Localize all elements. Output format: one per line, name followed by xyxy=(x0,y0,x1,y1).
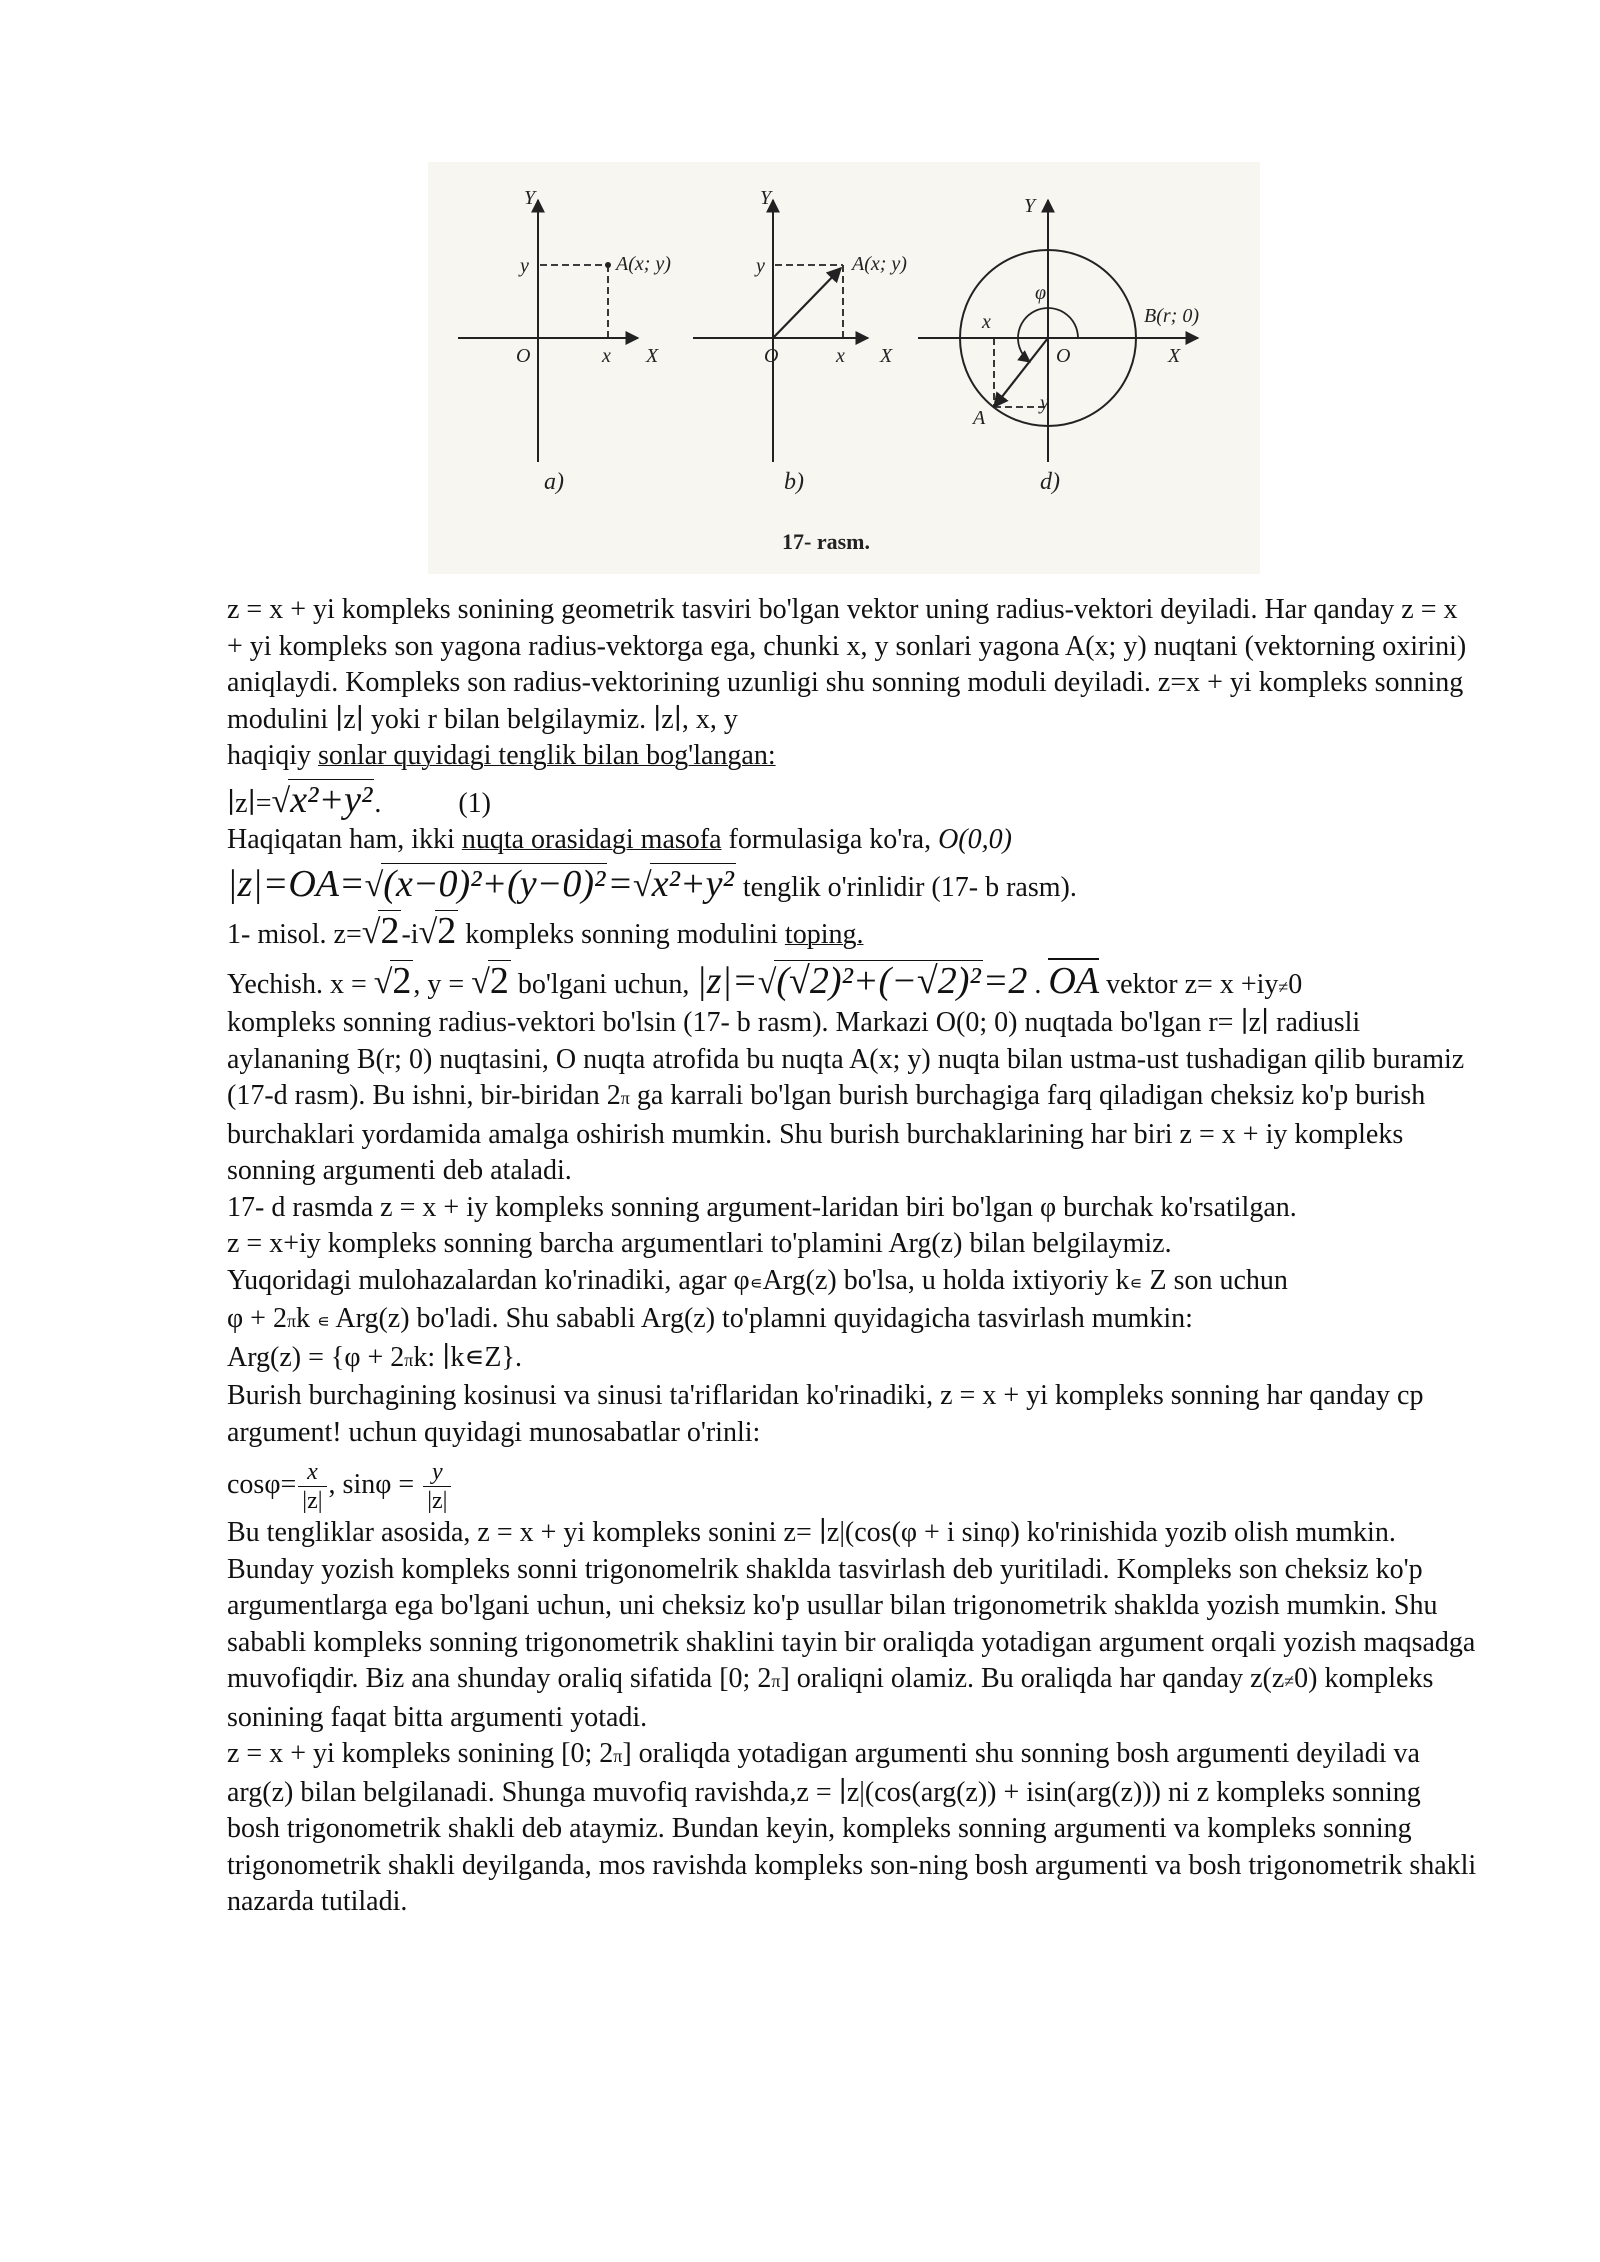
paragraph-radius-vector: z = x + yi kompleks sonining geometrik tasviri bo'lgan vektor uning radius-vektori deyiladi. Har qanday z = x + yi kompleks son yagona radius-vektorga ega, chunki x, y sonlari yagona A(x; y) nuqtani (vektorning oxirini) aniqlaydi. Kompleks son radius-vektorining uzunligi shu sonning moduli deyiladi. z=x + yi kompleks sonning modulini ∣z∣ yoki r bilan belgilaymiz. ∣z∣, x, y haqiqiy sonlar quyidagi tenglik bilan bog'langan: xyxy=(227,594,1467,771)
panel-a-label: a) xyxy=(544,469,564,495)
panel-d-label: d) xyxy=(1040,469,1060,495)
panel-b-x-tick: x xyxy=(836,345,845,367)
panel-b-y-tick: y xyxy=(756,255,765,277)
paragraph-trig-form: Bu tengliklar asosida, z = x + yi kompleks sonini z= ∣z|(cos(φ + i sinφ) ko'rinishida yozib olish mumkin. Bunday yozish kompleks sonni trigonomelrik shaklda tasvirlash deb yuritiladi. Kompleks son cheksiz ko'p argumentlarga ega bo'lgani uchun, uni cheksiz ko'p usullar bilan trigonometrik shaklda yozish mumkin. Shu sababli kompleks sonning trigonometrik shaklini tayin bir oraliqda yotadigan argument orqali yozish maqsadga muvofiqdir. Biz ana shunday oraliq sifatida [0; 2π] oraliqni olamiz. Bu oraliqda har qanday z(z≠0) kompleks sonining faqat bitta argumenti yotadi. xyxy=(227,1517,1476,1733)
panel-a xyxy=(458,187,671,495)
panel-d xyxy=(918,195,1199,495)
vector-oa: OA xyxy=(1048,959,1100,1002)
panel-a-x-axis: X xyxy=(646,345,659,367)
solution-1: Yechish. x = √2, y = √2 bo'lgani uchun, |z|=√(√2)²+(−√2)²=2 . OA vektor z= x +iy≠0 xyxy=(227,959,1303,1002)
paragraph-argument: kompleks sonning radius-vektori bo'lsin (17- b rasm). Markazi O(0; 0) nuqtada bo'lgan r= ∣z∣ radiusli aylananing B(r; 0) nuqtasini, O nuqta atrofida bu nuqta A(x; y) nuqta bilan ustma-ust tushadigan qilib buramiz (17-d rasm). Bu ishni, bir-biridan 2π ga karrali bo'lgan burish burchagiga farq qiladigan cheksiz ko'p burish burchaklari yordamida amalga oshirish mumkin. Shu burish burchaklarining har biri z = x + iy kompleks sonning argumenti deb ataladi. xyxy=(227,1007,1465,1186)
formula-cos-sin: cosφ= $\frac{x}{|z|}$ , sinφ = $\frac{y}{|z|}$ xyxy=(227,1455,1477,1515)
panel-a-x-tick: x xyxy=(602,345,611,367)
paragraph-arg-membership: φ + 2πk ∊ Arg(z) bo'ladi. Shu sababli Arg(z) to'plamni quyidagicha tasvirlash mumkin: xyxy=(227,1303,1193,1334)
panel-a-origin: O xyxy=(516,345,531,367)
panel-d-b-point: B(r; 0) xyxy=(1144,305,1199,327)
figure-caption: 17- rasm. xyxy=(782,529,870,554)
paragraph-figure-17d: 17- d rasmda z = x + iy kompleks sonning argument-laridan biri bo'lgan φ burchak ko'rsatilgan. xyxy=(227,1191,1297,1223)
formula-arg-set: Arg(z) = {φ + 2πk: ∣k∊Z}. xyxy=(227,1341,522,1373)
panel-d-point: A xyxy=(973,407,986,429)
panel-a-point: A(x; y) xyxy=(616,253,671,275)
paragraph-distance: Haqiqatan ham, ikki nuqta orasidagi masofa formulasiga ko'ra, O(0,0) xyxy=(227,824,1012,855)
panel-a-y-axis: Y xyxy=(524,187,536,209)
panel-b-x-axis: X xyxy=(880,345,893,367)
panel-d-y-axis: Y xyxy=(1024,195,1036,217)
example-1: 1- misol. z=√2-i√2 kompleks sonning modulini toping. xyxy=(227,910,864,952)
panel-d-origin: O xyxy=(1056,345,1071,367)
panel-b-y-axis: Y xyxy=(760,187,772,209)
panel-b-point: A(x; y) xyxy=(852,253,907,275)
panel-b-label: b) xyxy=(784,469,804,495)
paragraph-observation: Yuqoridagi mulohazalardan ko'rinadiki, agar φ∊Arg(z) bo'lsa, u holda ixtiyoriy k∊ Z son uchun xyxy=(227,1264,1288,1296)
panel-a-y-tick: y xyxy=(520,255,529,277)
formula-1: ∣z∣=√x²+y². (1) xyxy=(227,778,492,821)
paragraph-principal-argument: z = x + yi kompleks sonining [0; 2π] oraliqda yotadigan argumenti shu sonning bosh argumenti deyiladi va arg(z) bilan belgilanadi. Shunga muvofiq ravishda,z = ∣z|(cos(arg(z)) + isin(arg(z))) ni z kompleks sonning bosh trigonometrik shakli deb ataymiz. Bundan keyin, kompleks sonning argumenti va kompleks sonning trigonometrik shakli deyilganda, mos ravishda kompleks son-ning bosh argumenti va bosh trigonometrik shakli nazarda tutiladi. xyxy=(227,1738,1477,1918)
paragraph-arg-set: z = x+iy kompleks sonning barcha argumentlari to'plamini Arg(z) bilan belgilaymiz. xyxy=(227,1228,1172,1259)
panel-d-angle: φ xyxy=(1035,282,1047,304)
panel-b xyxy=(693,187,907,495)
coordinate-figures xyxy=(428,162,1260,574)
document-body xyxy=(227,592,1477,1921)
panel-d-x-tick: x xyxy=(982,311,991,333)
figure-17 xyxy=(428,162,1260,574)
paragraph-cos-sin: Burish burchagining kosinusi va sinusi ta'riflaridan ko'rinadiki, z = x + yi kompleks sonning har qanday cp argument! uchun quyidagi munosabatlar o'rinli: xyxy=(227,1380,1424,1448)
panel-b-origin: O xyxy=(764,345,779,367)
panel-d-x-axis: X xyxy=(1168,345,1181,367)
panel-d-y-tick: y xyxy=(1040,392,1049,414)
formula-2: |z|=OA=√(x−0)²+(y−0)²=√x²+y² tenglik o'rinlidir (17- b rasm). xyxy=(227,862,1077,905)
formula-1-number: (1) xyxy=(458,787,492,819)
